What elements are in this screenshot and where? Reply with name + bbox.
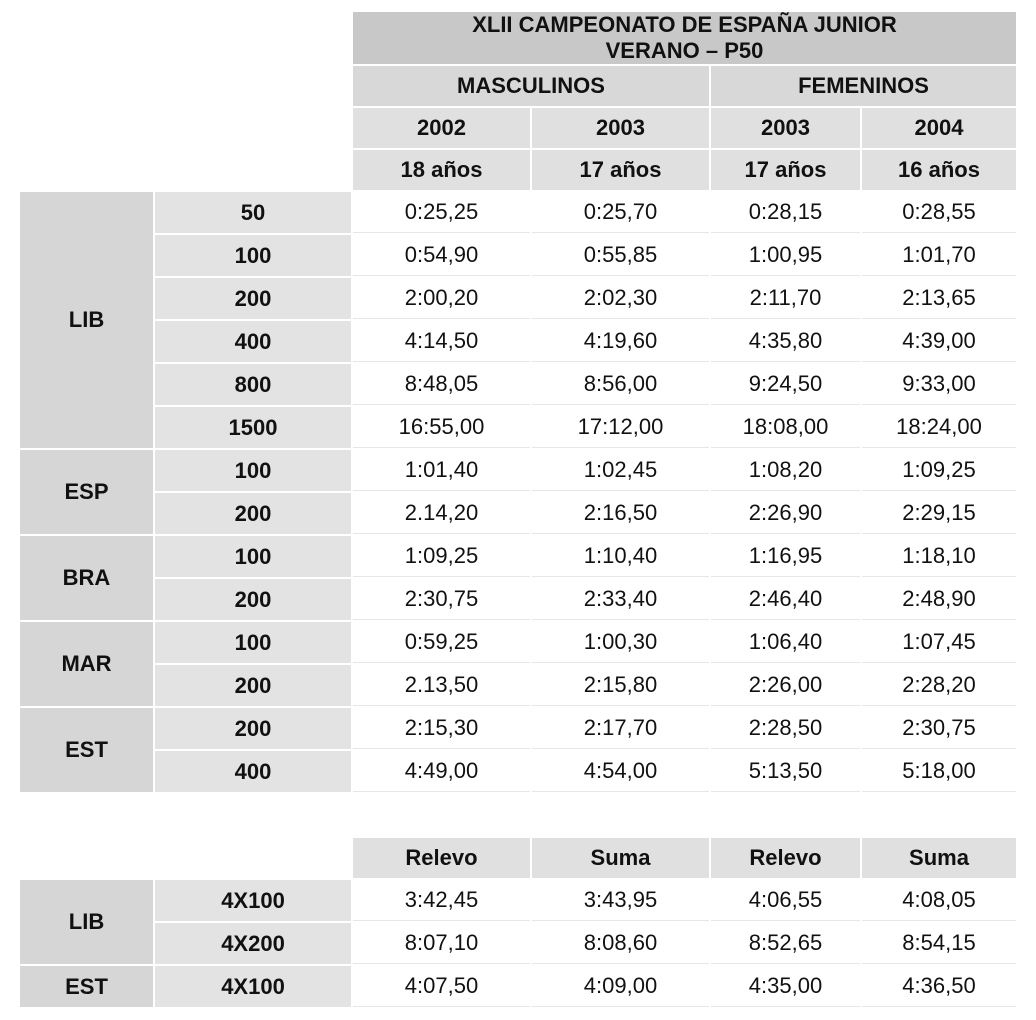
distance-label: 400 bbox=[155, 751, 351, 792]
relay-header: Relevo bbox=[353, 838, 530, 878]
style-label: LIB bbox=[20, 880, 153, 964]
minimum-times-table bbox=[18, 10, 1018, 794]
time-cell: 4:36,50 bbox=[862, 966, 1016, 1007]
table-row bbox=[20, 880, 1016, 921]
time-cell: 2:15,80 bbox=[532, 665, 709, 706]
distance-label: 200 bbox=[155, 708, 351, 749]
distance-label: 100 bbox=[155, 536, 351, 577]
relay-header-row bbox=[20, 838, 1016, 878]
time-cell: 1:07,45 bbox=[862, 622, 1016, 663]
distance-label: 100 bbox=[155, 235, 351, 276]
time-cell: 2:33,40 bbox=[532, 579, 709, 620]
time-cell: 2:02,30 bbox=[532, 278, 709, 319]
time-cell: 0:54,90 bbox=[353, 235, 530, 276]
style-label: LIB bbox=[20, 192, 153, 448]
time-cell: 2:29,15 bbox=[862, 493, 1016, 534]
time-cell: 2:15,30 bbox=[353, 708, 530, 749]
time-cell: 18:24,00 bbox=[862, 407, 1016, 448]
year-header: 2003 bbox=[532, 108, 709, 148]
table-row bbox=[20, 493, 1016, 534]
style-label: BRA bbox=[20, 536, 153, 620]
time-cell: 17:12,00 bbox=[532, 407, 709, 448]
time-cell: 1:01,70 bbox=[862, 235, 1016, 276]
table-row bbox=[20, 321, 1016, 362]
time-cell: 2:26,90 bbox=[711, 493, 860, 534]
time-cell: 2:16,50 bbox=[532, 493, 709, 534]
time-cell: 1:02,45 bbox=[532, 450, 709, 491]
time-cell: 1:09,25 bbox=[353, 536, 530, 577]
age-header: 17 años bbox=[711, 150, 860, 190]
time-cell: 9:24,50 bbox=[711, 364, 860, 405]
distance-label: 400 bbox=[155, 321, 351, 362]
table-row bbox=[20, 536, 1016, 577]
time-cell: 3:42,45 bbox=[353, 880, 530, 921]
time-cell: 4:09,00 bbox=[532, 966, 709, 1007]
time-cell: 0:59,25 bbox=[353, 622, 530, 663]
table-row bbox=[20, 407, 1016, 448]
time-cell: 2:48,90 bbox=[862, 579, 1016, 620]
time-cell: 1:00,30 bbox=[532, 622, 709, 663]
time-cell: 4:39,00 bbox=[862, 321, 1016, 362]
time-cell: 2:11,70 bbox=[711, 278, 860, 319]
time-cell: 1:01,40 bbox=[353, 450, 530, 491]
title-line-2: VERANO – P50 bbox=[605, 38, 764, 63]
time-cell: 2:26,00 bbox=[711, 665, 860, 706]
time-cell: 2:28,50 bbox=[711, 708, 860, 749]
age-header: 16 años bbox=[862, 150, 1016, 190]
time-cell: 2:46,40 bbox=[711, 579, 860, 620]
distance-label: 4X200 bbox=[155, 923, 351, 964]
time-cell: 1:10,40 bbox=[532, 536, 709, 577]
table-row bbox=[20, 235, 1016, 276]
time-cell: 8:48,05 bbox=[353, 364, 530, 405]
table-row bbox=[20, 966, 1016, 1007]
time-cell: 1:16,95 bbox=[711, 536, 860, 577]
title-row bbox=[20, 12, 1016, 64]
time-cell: 4:14,50 bbox=[353, 321, 530, 362]
table-row bbox=[20, 278, 1016, 319]
year-header-row bbox=[20, 108, 1016, 148]
style-label: MAR bbox=[20, 622, 153, 706]
time-cell: 4:35,00 bbox=[711, 966, 860, 1007]
table-row bbox=[20, 450, 1016, 491]
table-row bbox=[20, 192, 1016, 233]
time-cell: 5:18,00 bbox=[862, 751, 1016, 792]
time-cell: 4:19,60 bbox=[532, 321, 709, 362]
distance-label: 800 bbox=[155, 364, 351, 405]
style-label: ESP bbox=[20, 450, 153, 534]
distance-label: 4X100 bbox=[155, 966, 351, 1007]
time-cell: 18:08,00 bbox=[711, 407, 860, 448]
distance-label: 200 bbox=[155, 278, 351, 319]
table-row bbox=[20, 579, 1016, 620]
time-cell: 2:13,65 bbox=[862, 278, 1016, 319]
time-cell: 2:30,75 bbox=[862, 708, 1016, 749]
distance-label: 1500 bbox=[155, 407, 351, 448]
year-header: 2003 bbox=[711, 108, 860, 148]
time-cell: 2:00,20 bbox=[353, 278, 530, 319]
time-cell: 2.14,20 bbox=[353, 493, 530, 534]
year-header: 2004 bbox=[862, 108, 1016, 148]
table-row bbox=[20, 665, 1016, 706]
distance-label: 200 bbox=[155, 493, 351, 534]
relay-times-table bbox=[18, 836, 1018, 1009]
group-masculinos: MASCULINOS bbox=[353, 66, 709, 106]
time-cell: 8:54,15 bbox=[862, 923, 1016, 964]
time-cell: 16:55,00 bbox=[353, 407, 530, 448]
style-label: EST bbox=[20, 708, 153, 792]
time-cell: 0:28,55 bbox=[862, 192, 1016, 233]
time-cell: 0:55,85 bbox=[532, 235, 709, 276]
time-cell: 9:33,00 bbox=[862, 364, 1016, 405]
table-row bbox=[20, 364, 1016, 405]
title-line-1: XLII CAMPEONATO DE ESPAÑA JUNIOR bbox=[472, 12, 897, 37]
time-cell: 0:25,70 bbox=[532, 192, 709, 233]
distance-label: 4X100 bbox=[155, 880, 351, 921]
age-header-row bbox=[20, 150, 1016, 190]
time-cell: 8:07,10 bbox=[353, 923, 530, 964]
relay-header: Suma bbox=[862, 838, 1016, 878]
time-cell: 2:30,75 bbox=[353, 579, 530, 620]
time-cell: 0:25,25 bbox=[353, 192, 530, 233]
table-row bbox=[20, 708, 1016, 749]
time-cell: 2.13,50 bbox=[353, 665, 530, 706]
style-label: EST bbox=[20, 966, 153, 1007]
distance-label: 200 bbox=[155, 579, 351, 620]
time-cell: 4:07,50 bbox=[353, 966, 530, 1007]
time-cell: 8:52,65 bbox=[711, 923, 860, 964]
time-cell: 1:06,40 bbox=[711, 622, 860, 663]
group-header-row bbox=[20, 66, 1016, 106]
championship-title bbox=[353, 12, 1016, 64]
time-cell: 4:54,00 bbox=[532, 751, 709, 792]
distance-label: 50 bbox=[155, 192, 351, 233]
time-cell: 1:18,10 bbox=[862, 536, 1016, 577]
relay-header: Relevo bbox=[711, 838, 860, 878]
time-cell: 2:28,20 bbox=[862, 665, 1016, 706]
time-cell: 1:00,95 bbox=[711, 235, 860, 276]
time-cell: 1:09,25 bbox=[862, 450, 1016, 491]
time-cell: 4:06,55 bbox=[711, 880, 860, 921]
time-cell: 8:56,00 bbox=[532, 364, 709, 405]
relay-header: Suma bbox=[532, 838, 709, 878]
distance-label: 200 bbox=[155, 665, 351, 706]
table-row bbox=[20, 622, 1016, 663]
time-cell: 8:08,60 bbox=[532, 923, 709, 964]
age-header: 18 años bbox=[353, 150, 530, 190]
time-cell: 3:43,95 bbox=[532, 880, 709, 921]
table-row bbox=[20, 923, 1016, 964]
time-cell: 2:17,70 bbox=[532, 708, 709, 749]
distance-label: 100 bbox=[155, 450, 351, 491]
year-header: 2002 bbox=[353, 108, 530, 148]
time-cell: 5:13,50 bbox=[711, 751, 860, 792]
time-cell: 4:08,05 bbox=[862, 880, 1016, 921]
table-row bbox=[20, 751, 1016, 792]
group-femeninos: FEMENINOS bbox=[711, 66, 1016, 106]
age-header: 17 años bbox=[532, 150, 709, 190]
time-cell: 4:49,00 bbox=[353, 751, 530, 792]
time-cell: 4:35,80 bbox=[711, 321, 860, 362]
time-cell: 1:08,20 bbox=[711, 450, 860, 491]
time-cell: 0:28,15 bbox=[711, 192, 860, 233]
distance-label: 100 bbox=[155, 622, 351, 663]
